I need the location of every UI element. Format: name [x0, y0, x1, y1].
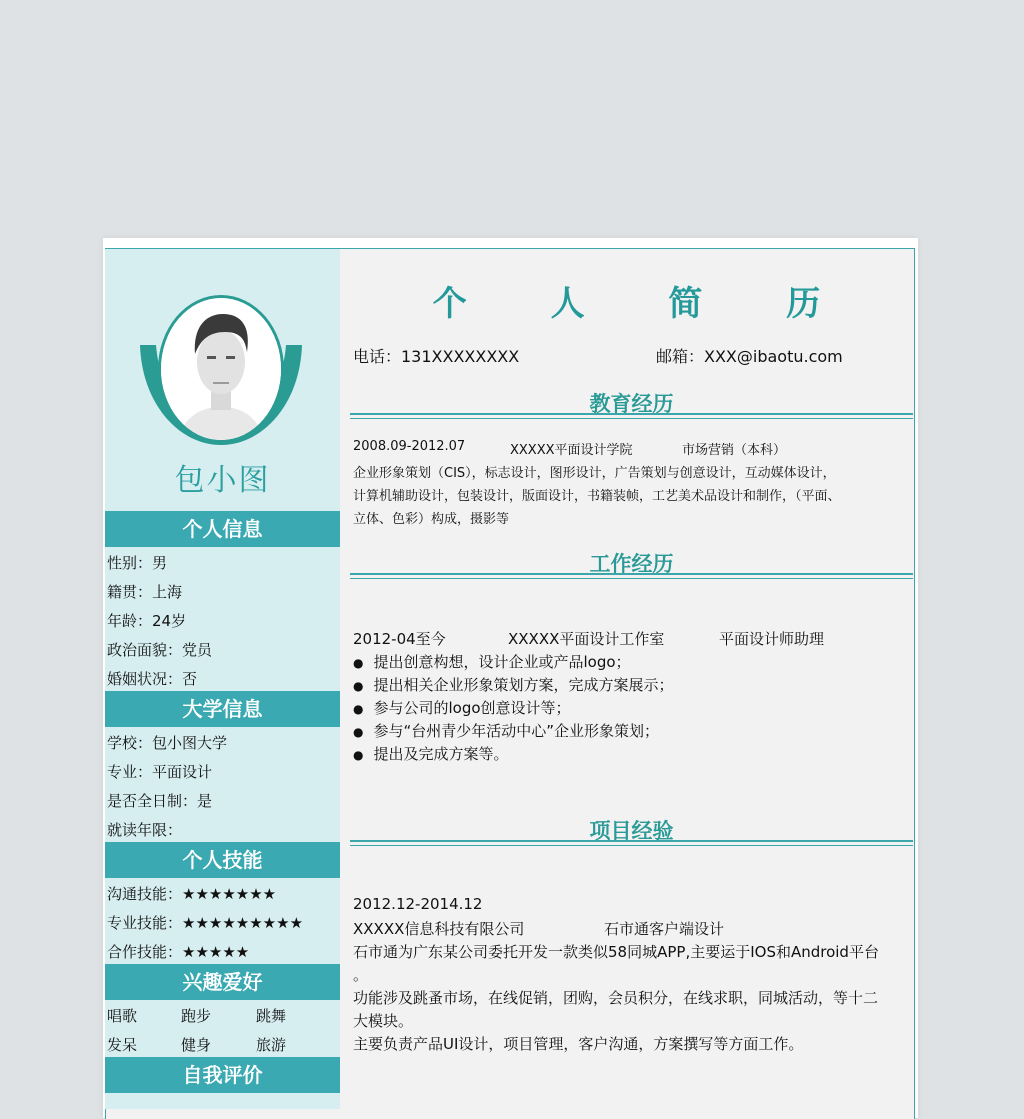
education-major: 市场营销（本科）	[682, 443, 787, 458]
personal-marital: 婚姻状况：否	[107, 670, 198, 688]
project-detail: 石市通为广东某公司委托开发一款类似58同城APP,主要运于IOS和Android平台	[353, 943, 879, 961]
education-detail: 立体、色彩）构成，摄影等	[353, 512, 510, 527]
education-divider	[350, 413, 913, 419]
avatar-photo	[158, 295, 284, 443]
project-company: XXXXX信息科技有限公司	[353, 920, 525, 938]
skill-cooperation: 合作技能：★★★★★	[107, 943, 250, 961]
university-major: 专业：平面设计	[107, 763, 213, 781]
candidate-name: 包小图	[174, 463, 271, 498]
self-evaluation-heading: 自我评价	[105, 1057, 340, 1093]
project-detail: 主要负责产品UI设计，项目管理，客户沟通，方案撰写等方面工作。	[353, 1035, 804, 1053]
project-detail: 。	[353, 966, 369, 984]
project-divider	[350, 840, 913, 846]
work-company: XXXXX平面设计工作室	[508, 630, 665, 648]
university-school: 学校：包小图大学	[107, 734, 228, 752]
hobbies-heading: 兴趣爱好	[105, 964, 340, 1000]
university-years: 就读年限：	[107, 821, 183, 839]
contact-email: 邮箱：XXX@ibaotu.com	[656, 347, 843, 366]
hobby-item: 旅游	[256, 1036, 287, 1054]
university-fulltime: 是否全日制：是	[107, 792, 213, 810]
work-role: 平面设计师助理	[719, 630, 825, 648]
hobby-item: 唱歌	[107, 1007, 138, 1025]
project-period: 2012.12-2014.12	[353, 895, 483, 913]
avatar	[140, 295, 302, 445]
hobby-item: 跑步	[181, 1007, 212, 1025]
education-detail: 企业形象策划（CIS），标志设计，图形设计，广告策划与创意设计，互动媒体设计，	[353, 466, 836, 481]
work-bullet: ● 提出及完成方案等。	[353, 743, 509, 764]
education-period: 2008.09-2012.07	[353, 439, 466, 454]
personal-gender: 性别：男	[107, 554, 168, 572]
person-portrait-icon	[161, 298, 281, 440]
education-heading: 教育经历	[589, 392, 674, 416]
work-bullet: ● 提出创意构想，设计企业或产品logo；	[353, 651, 631, 672]
contact-phone: 电话：131XXXXXXXX	[353, 347, 520, 366]
project-detail: 大模块。	[353, 1012, 414, 1030]
work-period: 2012-04至今	[353, 630, 446, 648]
project-detail: 功能涉及跳蚤市场，在线促销，团购，会员积分，在线求职，同城活动，等十二	[353, 989, 879, 1007]
hobby-item: 跳舞	[256, 1007, 287, 1025]
project-heading: 项目经验	[589, 819, 674, 843]
personal-age: 年龄：24岁	[107, 612, 187, 630]
work-heading: 工作经历	[589, 552, 674, 576]
education-detail: 计算机辅助设计，包装设计，版面设计，书籍装帧，工艺美术品设计和制作，（平面、	[353, 489, 841, 504]
skill-professional: 专业技能：★★★★★★★★★	[107, 914, 304, 932]
work-bullet: ● 参与“台州青少年活动中心”企业形象策划；	[353, 720, 659, 741]
hobby-item: 健身	[181, 1036, 212, 1054]
hobby-item: 发呆	[107, 1036, 138, 1054]
personal-hometown: 籍贯：上海	[107, 583, 183, 601]
personal-info-heading: 个人信息	[105, 511, 340, 547]
work-bullet: ● 提出相关企业形象策划方案，完成方案展示；	[353, 674, 674, 695]
work-bullet: ● 参与公司的logo创意设计等；	[353, 697, 571, 718]
skill-communication: 沟通技能：★★★★★★★	[107, 885, 277, 903]
page-title: 个 人 简 历	[432, 284, 857, 324]
skills-heading: 个人技能	[105, 842, 340, 878]
education-school: XXXXX平面设计学院	[510, 443, 633, 458]
university-info-heading: 大学信息	[105, 691, 340, 727]
work-divider	[350, 573, 913, 579]
project-name: 石市通客户端设计	[604, 920, 725, 938]
personal-political: 政治面貌：党员	[107, 641, 213, 659]
